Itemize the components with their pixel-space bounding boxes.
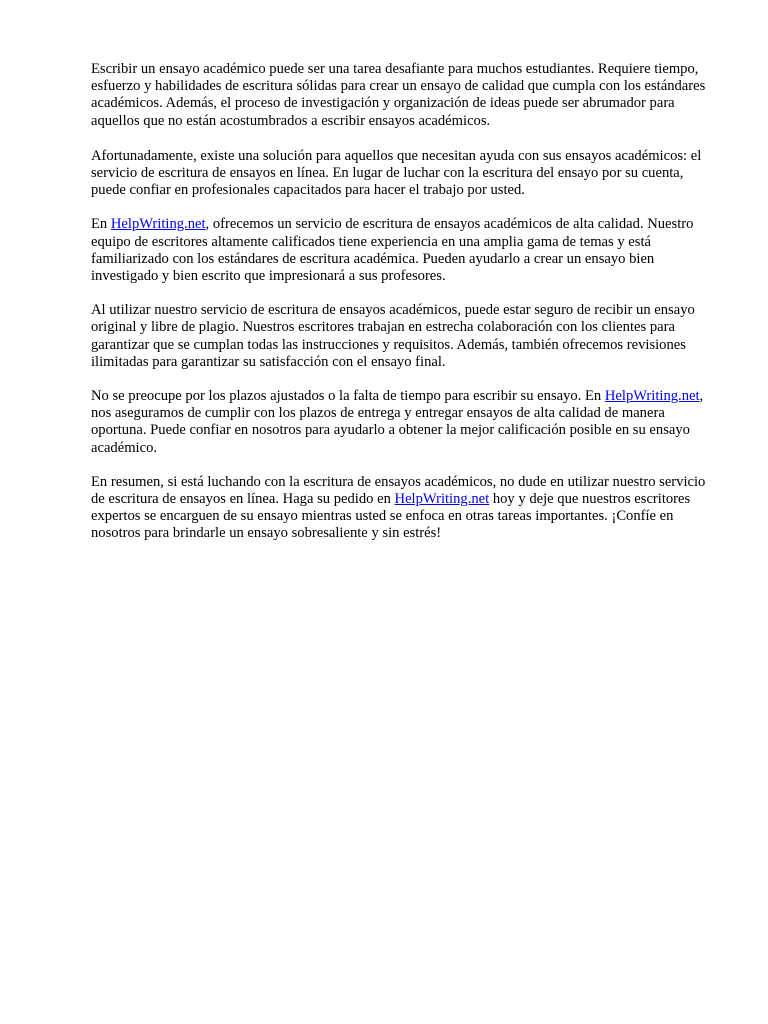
paragraph-summary [91,474,721,543]
helpwriting-link[interactable]: HelpWriting.net [110,216,206,233]
helpwriting-link[interactable]: HelpWriting.net [394,491,490,508]
helpwriting-link[interactable]: HelpWriting.net [604,388,700,405]
paragraph-text: No se preocupe por los plazos ajustados o la falta de tiempo para escribir su ensayo. En [91,388,605,405]
document-body [91,61,721,559]
paragraph-solution [91,148,721,200]
paragraph-text: hoy y deje que nuestros escritores expertos se encarguen de su ensayo mientras usted se enfoca en otras tareas importantes. ¡Confíe en nosotros para brindarle un ensayo sobresaliente y sin estrés! [91,491,691,542]
paragraph-text: Escribir un ensayo académico puede ser una tarea desafiante para muchos estudiantes. Requiere tiempo, esfuerzo y habilidades de escritura sólidas para crear un ensayo de calidad que cumpla con los estándares académicos. Además, el proceso de investigación y organización de ideas puede ser abrumador para aquellos que no están acostumbrados a escribir ensayos académicos. [91,61,706,129]
paragraph-deadlines [91,388,721,457]
paragraph-service [91,216,721,285]
paragraph-text: Afortunadamente, existe una solución para aquellos que necesitan ayuda con sus ensayos académicos: el servicio de escritura de ensayos en línea. En lugar de luchar con la escritura del ensayo por su cuenta, puede confiar en profesionales capacitados para hacer el trabajo por usted. [91,147,702,199]
paragraph-intro [91,61,721,130]
paragraph-originality [91,302,721,371]
paragraph-text: , nos aseguramos de cumplir con los plazos de entrega y entregar ensayos de alta calidad de manera oportuna. Puede confiar en nosotros para ayudarlo a obtener la mejor calificación posible en su ensayo académico. [91,388,704,456]
paragraph-text: , ofrecemos un servicio de escritura de ensayos académicos de alta calidad. Nuestro equipo de escritores altamente calificados tiene experiencia en una amplia gama de temas y está familiarizado con los estándares de escritura académica. Pueden ayudarlo a crear un ensayo bien investigado y bien escrito que impresionará a sus profesores. [91,216,694,285]
paragraph-text: En [91,216,111,233]
paragraph-text: Al utilizar nuestro servicio de escritura de ensayos académicos, puede estar seguro de recibir un ensayo original y libre de plagio. Nuestros escritores trabajan en estrecha colaboración con los clientes para garantizar que se cumplan todas las instrucciones y requisitos. Además, también ofrecemos revisiones ilimitadas para garantizar su satisfacción con el ensayo final. [91,302,695,370]
paragraph-text: En resumen, si está luchando con la escritura de ensayos académicos, no dude en utilizar nuestro servicio de escritura de ensayos en línea. Haga su pedido en [91,473,706,508]
